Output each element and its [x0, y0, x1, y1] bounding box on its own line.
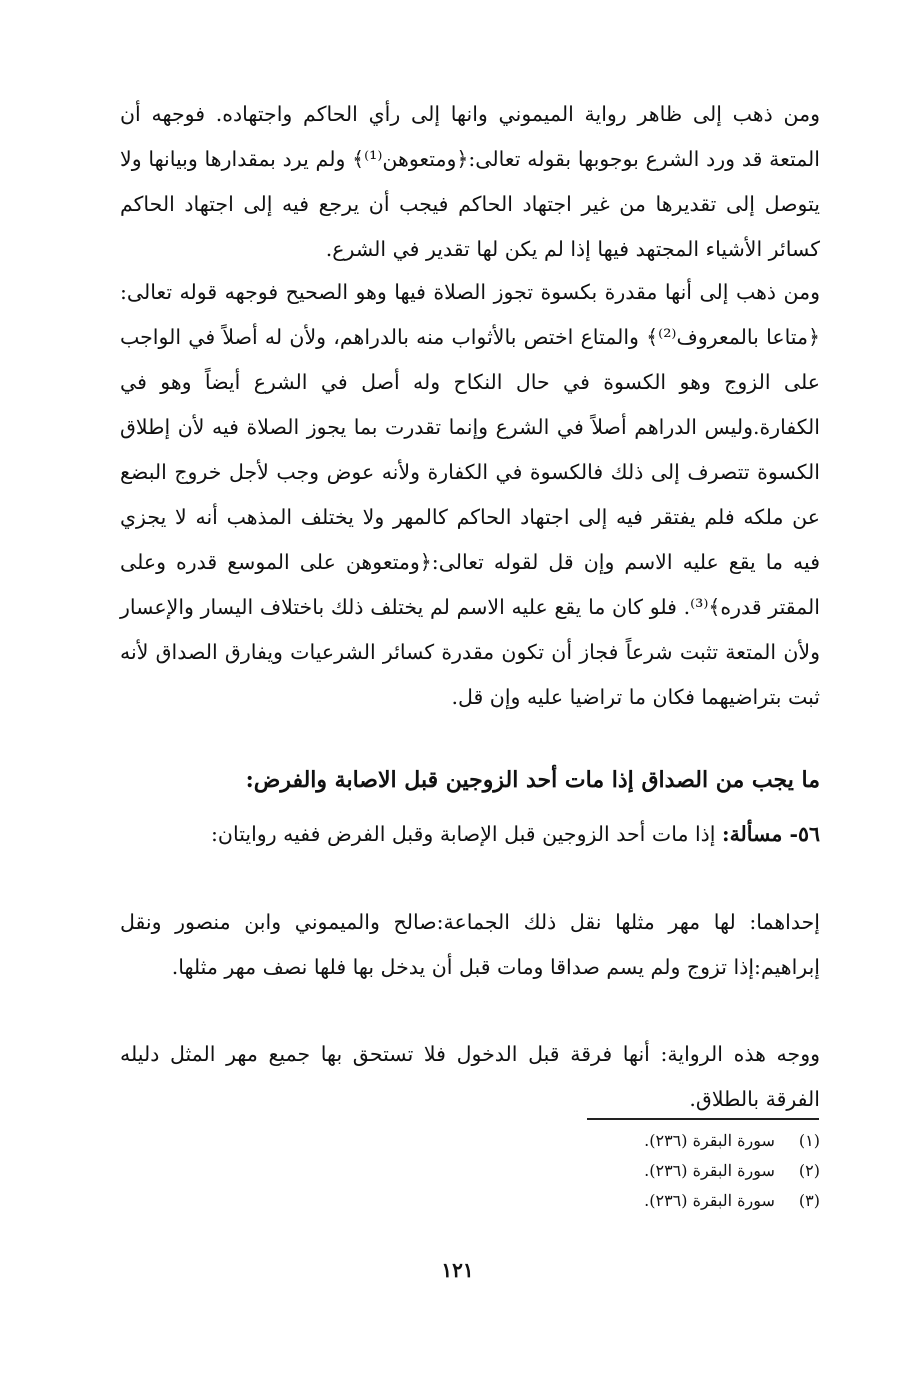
footnote-text: سورة البقرة (٢٣٦). — [644, 1191, 775, 1210]
paragraph-1: ومن ذهب إلى ظاهر رواية الميموني وانها إلى رأي الحاكم واجتهاده. فوجهه أن المتعة قد ورد الشرع بوجوبها بقوله تعالى:﴿ومتعوهن⁽¹⁾﴾ ولم يرد بمقدارها وبيانها ولا يتوصل إلى تقديرها من غير اجتهاد الحاكم فيجب أن يرجع فيه إلى اجتهاد الحاكم كسائر الأشياء المجتهد فيها إذا لم يكن لها تقدير في الشرع. — [120, 102, 821, 261]
footnote-divider — [587, 1118, 819, 1120]
footnote-item — [420, 1186, 820, 1216]
footnotes-list — [420, 1126, 820, 1216]
footnote-text: سورة البقرة (٢٣٦). — [644, 1161, 775, 1180]
issue-text: إذا مات أحد الزوجين قبل الإصابة وقبل الفرض ففيه روايتان: — [211, 822, 716, 846]
paragraph-4: إحداهما: لها مهر مثلها نقل ذلك الجماعة:صالح والميموني وابن منصور ونقل إبراهيم:إذا تزوج ولم يسم صداقا ومات قبل أن يدخل بها فلها نصف مهر مثلها. — [120, 910, 820, 979]
footnote-number: (٣) — [798, 1191, 820, 1210]
issue-label: ٥٦- مسألة: — [722, 822, 820, 846]
footnote-item — [420, 1126, 820, 1156]
footnote-item — [420, 1156, 820, 1186]
footnote-number: (١) — [798, 1131, 820, 1150]
footnote-number: (٢) — [798, 1161, 820, 1180]
page-number: ١٢١ — [441, 1258, 474, 1282]
section-heading: ما يجب من الصداق إذا مات أحد الزوجين قبل الاصابة والفرض: — [245, 767, 820, 793]
paragraph-5: ووجه هذه الرواية: أنها فرقة قبل الدخول فلا تستحق بها جميع مهر المثل دليله الفرقة بالطلاق. — [120, 1042, 820, 1111]
footnote-text: سورة البقرة (٢٣٦). — [644, 1131, 775, 1150]
paragraph-2: ومن ذهب إلى أنها مقدرة بكسوة تجوز الصلاة فيها وهو الصحيح فوجهه قوله تعالى: ﴿متاعا بالمعروف⁽²⁾﴾ والمتاع اختص بالأثواب منه بالدراهم، ولأن له أصلاً في الواجب على الزوج وهو الكسوة في حال النكاح وله أصل في الشرع أيضاً وهو في الكفارة.وليس الدراهم أصلاً في الشرع وإنما تقدرت بما يجوز الصلاة فيه لأن إطلاق الكسوة تتصرف إلى ذلك فالكسوة في الكفارة ولأنه عوض وجب لأجل خروج البضع عن ملكه فلم يفتقر فيه إلى اجتهاد الحاكم كالمهر ولا يختلف المذهب أنه لا يجزي فيه ما يقع عليه الاسم وإن قل لقوله تعالى:﴿ومتعوهن على الموسع قدره وعلى المقتر قدره﴾⁽³⁾. فلو كان ما يقع عليه الاسم لم يختلف ذلك باختلاف اليسار والإعسار ولأن المتعة تثبت شرعاً فجاز أن تكون مقدرة كسائر الشرعيات ويفارق الصداق لأنه ثبت بتراضيهما فكان ما تراضيا عليه وإن قل. — [120, 280, 820, 709]
paragraph-3 — [120, 812, 820, 857]
